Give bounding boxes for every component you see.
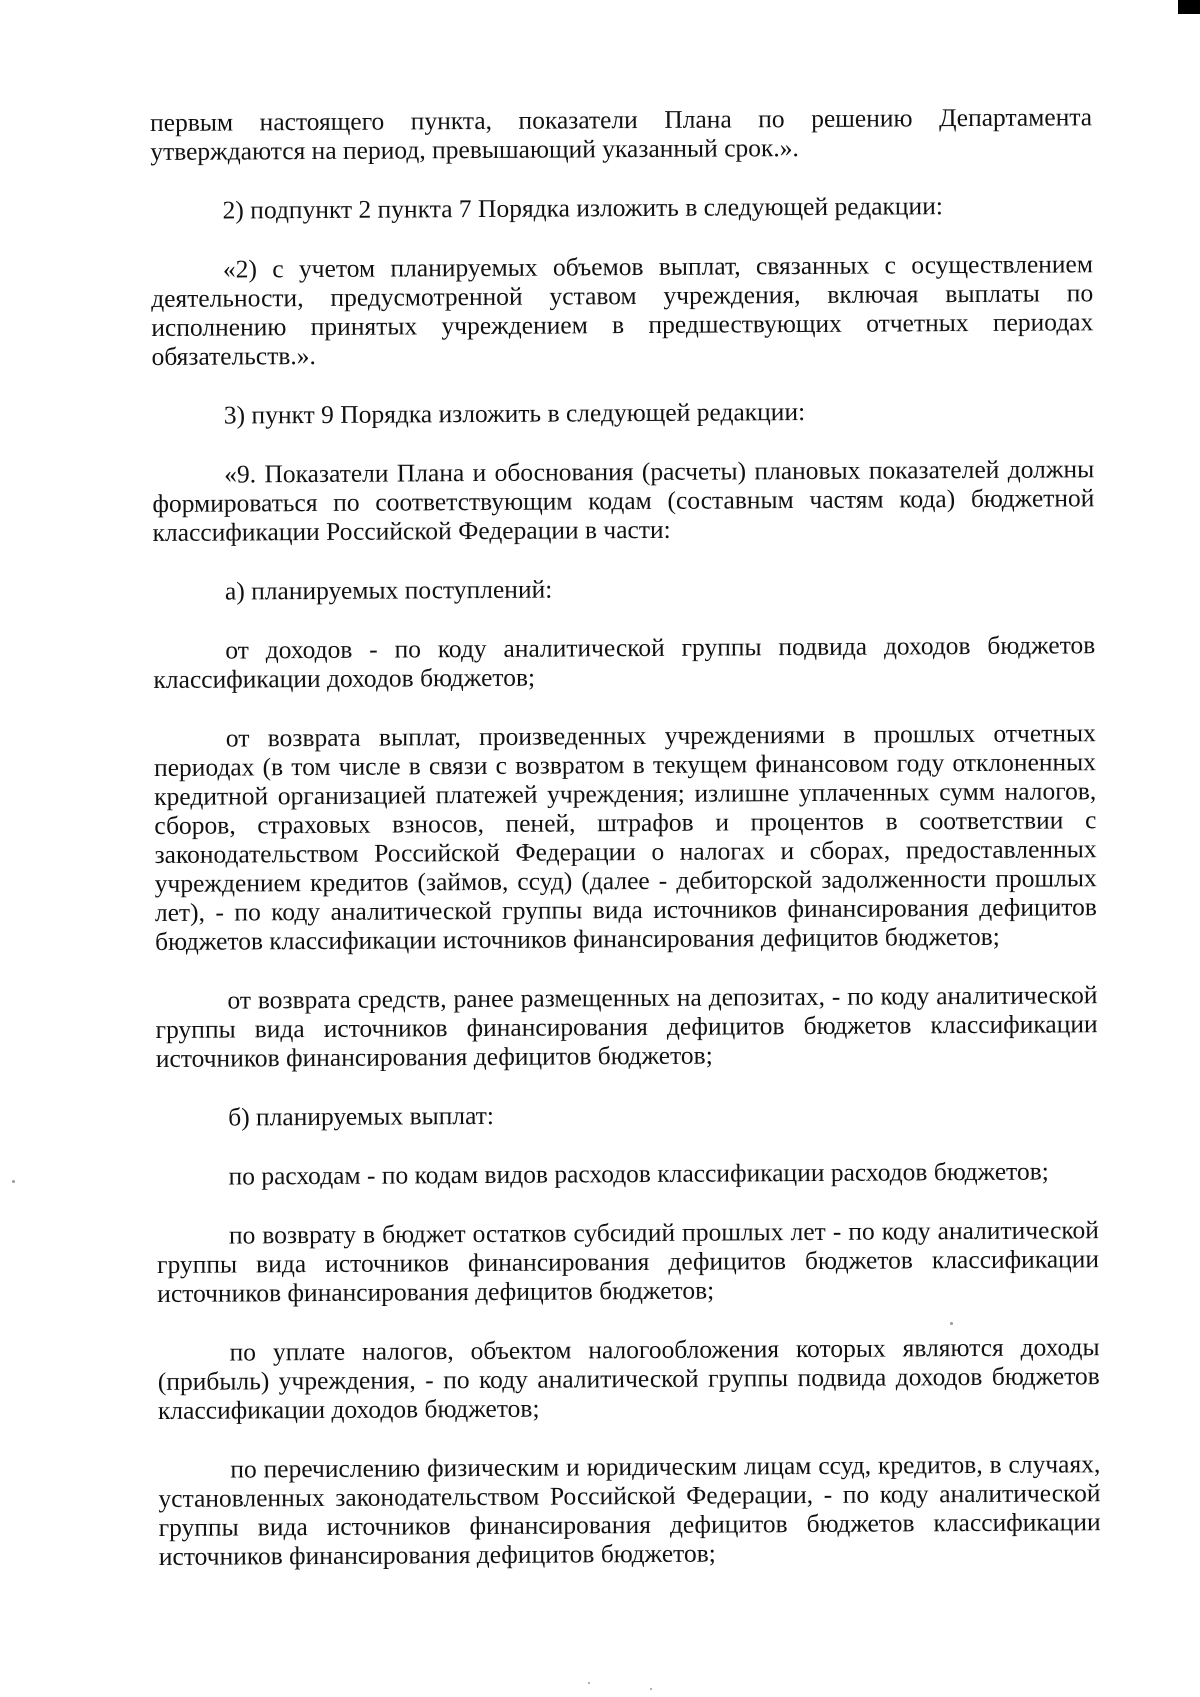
paragraph-payments-taxes: по уплате налогов, объектом налогообложения которых являются доходы (прибыль) учреждения, - по коду аналитической группы подвида доходов бюджетов классификации доходов бюджетов; [157,1332,1100,1425]
paragraph-subitem-2-heading: 2) подпункт 2 пункта 7 Порядка изложить в следующей редакции: [222,191,943,225]
scan-speck [12,1180,15,1183]
paragraph-item-9-heading: 3) пункт 9 Порядка изложить в следующей редакции: [223,397,806,430]
scan-speck [588,1682,590,1684]
paragraph-payments-subsidy-return: по возврату в бюджет остатков субсидий прошлых лет - по коду аналитической группы вида источников финансирования дефицитов бюджетов классификации источников финансирования дефицитов бюджетов; [156,1215,1100,1308]
paragraph-receipts-income: от доходов - по коду аналитической группы подвида доходов бюджетов классификации доходов бюджетов; [153,630,1096,694]
document-page [150,102,1101,1601]
paragraph-payments-expenses: по расходам - по кодам видов расходов классификации расходов бюджетов; [228,1156,1049,1191]
scan-corner-mark [1178,0,1200,14]
scan-speck [650,1688,652,1690]
paragraph-continuation: первым настоящего пункта, показатели Плана по решению Департамента утверждаются на период, превышающий указанный срок.». [150,102,1093,166]
paragraph-payments-loans: по перечислению физическим и юридическим лицам ссуд, кредитов, в случаях, установленных законодательством Российской Федерации, - по коду аналитической группы вида источников финансирования дефицитов бюджетов классификации источников финансирования дефицитов бюджетов; [158,1449,1101,1571]
paragraph-receipts-refund-payments: от возврата выплат, произведенных учреждениями в прошлых отчетных периодах (в том числе в связи с возвратом в текущем финансовом году отклоненных кредитной организацией платежей учреждения; излишне уплаченных сумм налогов, сборов, страховых взносов, пеней, штрафов и процентов в соответствии с законодательством Российской Федерации о налогах и сборах, предоставленных учреждением кредитов (займов, ссуд) (далее - дебиторской задолженности прошлых лет), - по коду аналитической группы вида источников финансирования дефицитов бюджетов классификации источников финансирования дефицитов бюджетов; [153,718,1097,956]
paragraph-item-9-text: «9. Показатели Плана и обоснования (расчеты) плановых показателей должны формироваться по соответствующим кодам (составным частям кода) бюджетной классификации Российской Федерации в части: [152,454,1095,547]
paragraph-planned-receipts-heading: а) планируемых поступлений: [224,574,553,606]
paragraph-planned-payments-heading: б) планируемых выплат: [228,1100,495,1132]
paragraph-subitem-2-text: «2) с учетом планируемых объемов выплат, связанных с осуществлением деятельности, предусмотренной уставом учреждения, включая выплаты по исполнению принятых учреждением в предшествующих отчетных периодах обязательств.». [151,249,1094,371]
paragraph-receipts-deposit-return: от возврата средств, ранее размещенных на депозитах, - по коду аналитической группы вида источников финансирования дефицитов бюджетов классификации источников финансирования дефицитов бюджетов; [155,980,1098,1073]
